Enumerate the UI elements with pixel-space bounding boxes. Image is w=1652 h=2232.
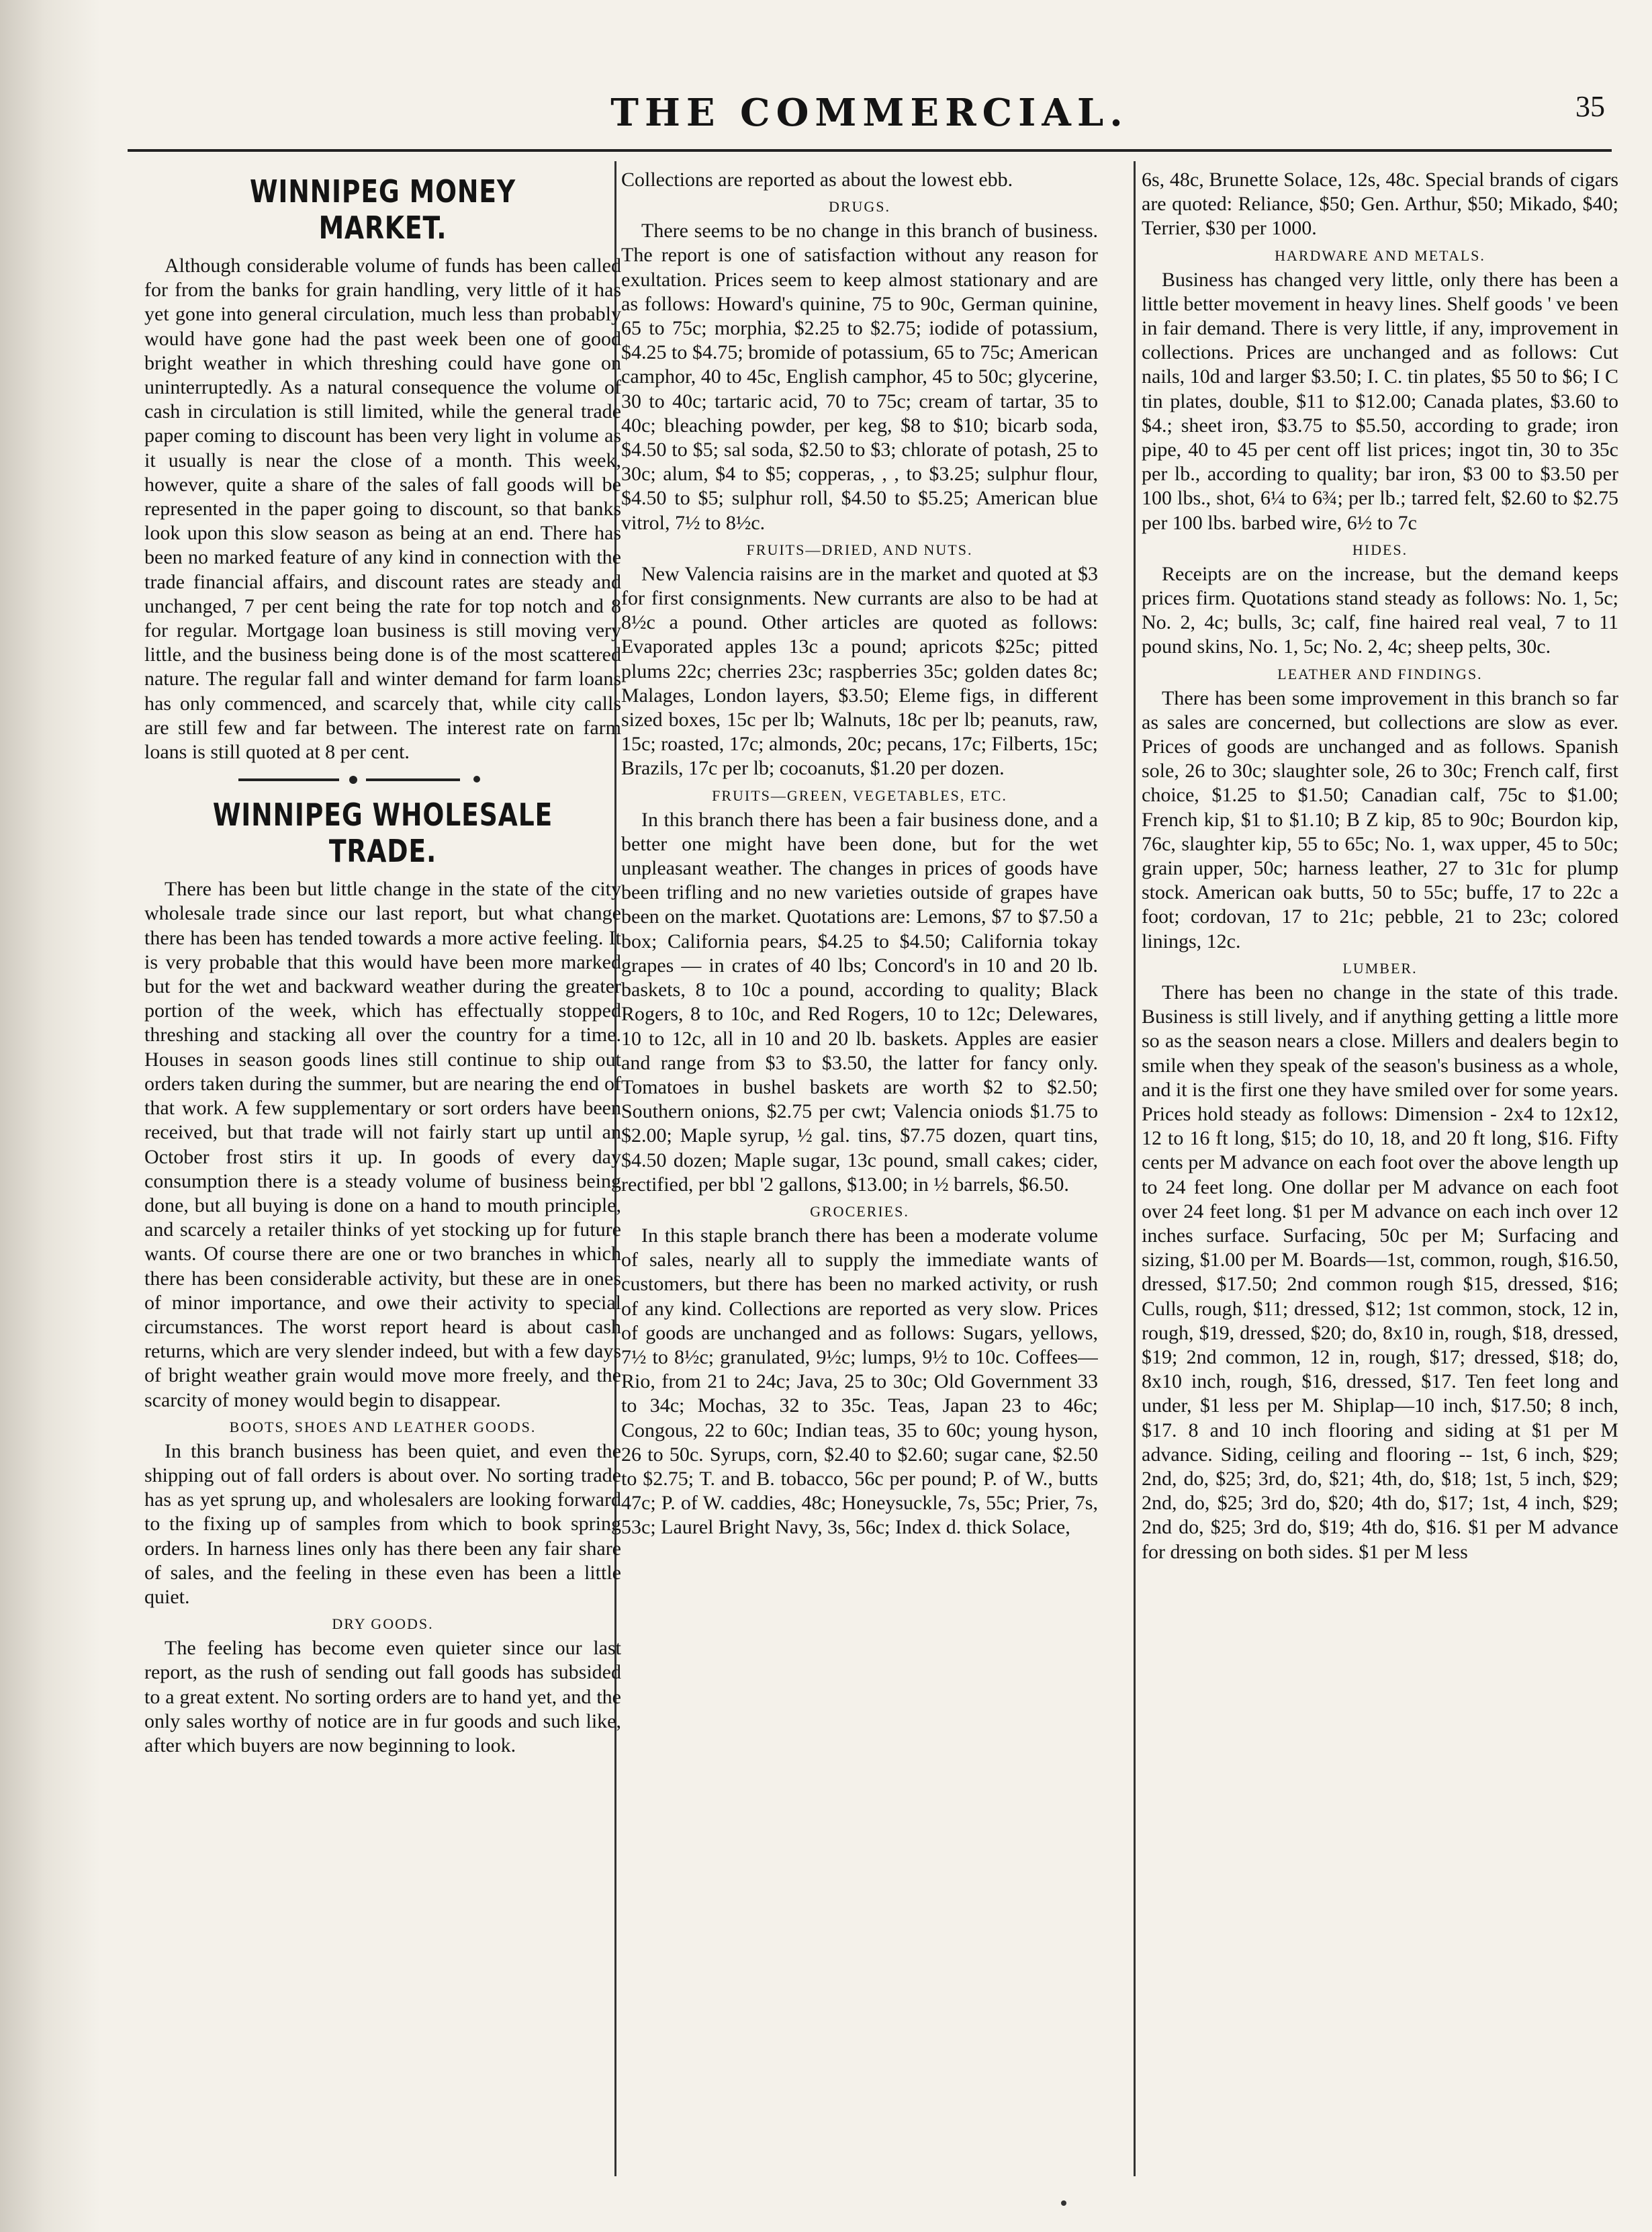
boots-shoes-text: In this branch business has been quiet, and even the shipping out of fall orders is about over. No sorting trade has as yet sprung up, and wholesalers are looking forward to the fixing up of samples from which to book spring orders. In harness lines only has there been any fair share of sales, and the feeling in these even has been a little quiet. xyxy=(144,1439,621,1608)
column-divider xyxy=(1134,161,1136,2176)
groceries-continued-text: 6s, 48c, Brunette Solace, 12s, 48c. Special brands of cigars are quoted: Reliance, $50; Gen. Arthur, $50; Mikado, $40; Terrier, $30 per 1000. xyxy=(1142,169,1618,240)
lumber-text: There has been no change in the state of this trade. Business is still lively, and if anything getting a little more so as the season nears a close. Millers and dealers begin to smile when they speak of the season's business as a whole, and it is the first one they have smiled over for some years. Prices hold steady as follows: Dimension - 2x4 to 12x12, 12 to 16 ft long, $15; do 10, 18, and 20 ft long, $16. Fifty cents per M advance on each foot over the above length up to 24 feet long. One dollar per M advance on each foot over 24 feet long. $1 per M advance on each inch over 12 inches surface. Surfacing, 50c per M; Surfacing and sizing, $1.00 per M. Boards—1st, common, rough, $16.50, dressed, $17.50; 2nd common rough $15, dressed, $16; Culls, rough, $11; dressed, $12; 1st common, stock, 12 in, rough, $19, dressed, $20; do, 8x10 in, rough, $18, dressed, $19; 2nd common, 12 in, rough, $17; dressed, $18; do, 8x10 inch, rough, $16, dressed, $17. Ten feet long and under, $1 less per M. Shiplap—10 inch, $17.50; 8 inch, $17. 8 and 10 inch flooring and siding at $1 per M advance. Siding, ceiling and flooring -- 1st, 6 inch, $29; 2nd, do, $25; 3rd, do, $21; 4th, do, $18; 1st, 5 inch, $29; 2nd, do, $25; 3rd do, $20; 4th do, $17; 1st, 4 inch, $29; 2nd do, $25; 3rd do, $19; 4th do, $16. $1 per M advance for dressing on both sides. $1 per M less xyxy=(1142,981,1618,1563)
column-2 xyxy=(621,168,1098,2176)
groceries-heading: GROCERIES. xyxy=(810,1202,909,1220)
hides-text: Receipts are on the increase, but the demand keeps prices firm. Quotations stand steady as follows: No. 1, 5c; No. 2, 4c; bulls, 3c; calf, fine haired real veal, 7 to 11 pound skins, No. 1, 5c; No. 2, 4c; sheep pelts, 30c. xyxy=(1142,562,1618,658)
leather-heading: LEATHER AND FINDINGS. xyxy=(1277,665,1483,682)
collections-text: Collections are reported as about the lowest ebb. xyxy=(621,169,1013,191)
publication-title: THE COMMERCIAL. xyxy=(610,91,1129,135)
drugs-heading: DRUGS. xyxy=(828,198,891,216)
column-1 xyxy=(144,168,621,2176)
fruits-dried-text: New Valencia raisins are in the market and quoted at $3 for first consignments. New currants are also to be had at 8½c a pound. Other articles are quoted as follows: Evaporated apples 13c a pound; apricots $25c; pitted plums 22c; cherries 23c; raspberries 35c; golden dates 8c; Malages, London layers, $3.50; Eleme figs, in different sized boxes, 15c per lb; Walnuts, 18c per lb; peanuts, raw, 15c; roasted, 17c; almonds, 20c; pecans, 17c; Filberts, 15c; Brazils, 17c per lb; cocoanuts, $1.20 per dozen. xyxy=(621,562,1098,780)
boots-shoes-heading: BOOTS, SHOES AND LEATHER GOODS. xyxy=(229,1418,537,1435)
fruits-dried-heading: FRUITS—DRIED, AND NUTS. xyxy=(746,541,973,558)
wholesale-trade-heading: WINNIPEG WHOLESALE TRADE. xyxy=(212,797,553,870)
dry-goods-text: The feeling has become even quieter since our last report, as the rush of sending out fall goods has subsided to a great extent. No sorting orders are to hand yet, and the only sales worthy of notice are in fur goods and such like, after which buyers are now beginning to look. xyxy=(144,1637,621,1756)
masthead-rule xyxy=(128,149,1612,152)
page-binding-edge xyxy=(0,0,101,2232)
section-divider xyxy=(144,768,621,791)
fruits-green-text: In this branch there has been a fair business done, and a better one might have been done, but for the wet unpleasant weather. The changes in prices of goods have been trifling and no new varieties outside of grapes have been on the market. Quotations are: Lemons, $7 to $7.50 a box; California pears, $4.25 to $4.50; California tokay grapes — in crates of 40 lbs; Concord's in 10 and 20 lb. baskets, 8 to 10c a pound, according to quality; Black Rogers, 8 to 10c, and Red Rogers, 10 to 12c; Delewares, 10 to 12c, all in 10 and 20 lb. baskets. Apples are easier and range from $3 to $3.50, the latter for fancy only. Tomatoes in bushel baskets are worth $2 to $2.50; Southern onions, $2.75 per cwt; Valencia oniods $1.75 to $2.00; Maple syrup, ½ gal. tins, $7.75 dozen, quart tins, $4.50 dozen; Maple sugar, 13c pound, small cakes; cider, rectified, per bbl '2 gallons, $13.00; in ½ barrels, $6.50. xyxy=(621,808,1098,1196)
money-market-text: Although considerable volume of funds has been called for from the banks for grain handling, very little of it has yet gone into general circulation, much less than probably would have gone had the past week been one of good bright weather in which threshing could have gone on uninterruptedly. As a natural consequence the volume of cash in circulation is still limited, while the general trade paper coming to discount has been very light in volume as it usually is near the close of a month. This week, however, quite a share of the sales of fall goods will be represented in the paper going to discount, so that banks look upon this slow season as being at an end. There has been no marked feature of any kind in connection with the trade financial affairs, and discount rates are steady and unchanged, 7 per cent being the rate for top notch and 8 for regular. Mortgage loan business is still moving very little, and the business being done is of the most scattered nature. The regular fall and winter demand for farm loans has only commenced, and scarcely that, while city calls are still few and far between. The interest rate on farm loans is still quoted at 8 per cent. xyxy=(144,255,621,764)
money-market-heading: WINNIPEG MONEY MARKET. xyxy=(249,173,516,246)
masthead xyxy=(128,77,1612,151)
lumber-heading: LUMBER. xyxy=(1342,959,1418,977)
leather-text: There has been some improvement in this branch so far as sales are concerned, but collections are slow as ever. Prices of goods are unchanged and as follows. Spanish sole, 26 to 30c; slaughter sole, 26 to 30c; French calf, first choice, $1.25 to $1.50; Canadian calf, 75c to $1.00; French kip, $1 to $1.10; B Z kip, 85 to 90c; Bourdon kip, 76c, slaughter kip, 55 to 65c; No. 1, wax upper, 45 to 50c; grain upper, 50c; harness leather, 27 to 31c for plump stock. American oak butts, 50 to 55c; buffe, 17 to 22c a foot; cordovan, 17 to 21c; pebble, 21 to 23c; colored linings, 12c. xyxy=(1142,686,1618,952)
groceries-text: In this staple branch there has been a moderate volume of sales, nearly all to supply the immediate wants of customers, but there has been no marked activity, or rush of any kind. Collections are reported as very slow. Prices of goods are unchanged and as follows: Sugars, yellows, 7½ to 8½c; granulated, 9½c; lumps, 9½ to 10c. Coffees—Rio, from 21 to 24c; Java, 25 to 30c; Old Government 33 to 34c; Mochas, 32 to 35c. Teas, Japan 23 to 46c; Congous, 22 to 60c; Indian teas, 35 to 60c; young hyson, 26 to 50c. Syrups, corn, $2.40 to $2.60; sugar cane, $2.50 to $2.75; T. and B. tobacco, 56c per pound; P. of W., butts 47c; P. of W. caddies, 48c; Honeysuckle, 7s, 55c; Prier, 7s, 53c; Laurel Bright Navy, 3s, 56c; Index d. thick Solace, xyxy=(621,1224,1098,1539)
fruits-green-heading: FRUITS—GREEN, VEGETABLES, ETC. xyxy=(712,787,1007,804)
hardware-heading: HARDWARE AND METALS. xyxy=(1275,247,1485,264)
page-mark xyxy=(1061,2200,1066,2206)
wholesale-trade-text: There has been but little change in the state of the city wholesale trade since our last report, but what change there has been has tended towards a more active feeling. It is very probable that this would have been more marked but for the wet and backward weather during the greater portion of the week, which has effectually stopped threshing and stacking all over the country for a time. Houses in season goods lines still continue to ship out orders taken during the summer, but are nearing the end of that work. A few supplementary or sort orders have been received, but that trade will not fairly start up until an October frost stirs it up. In goods of every day consumption there is a steady volume of business being done, but all buying is done on a hand to mouth principle, and scarcely a retailer thinks of yet stocking up for future wants. Of course there are one or two branches in which there has been considerable activity, but these are in ones of minor importance, and owe their activity to special circumstances. The worst report heard is about cash returns, which are very slender indeed, but with a few days of bright weather grain would move more freely, and the scarcity of money would begin to disappear. xyxy=(144,878,621,1411)
column-3 xyxy=(1142,168,1618,2176)
hides-heading: HIDES. xyxy=(1352,541,1408,558)
drugs-text: There seems to be no change in this branch of business. The report is one of satisfaction without any reason for exultation. Prices seem to keep almost stationary and are as follows: Howard's quinine, 75 to 90c, German quinine, 65 to 75c; morphia, $2.25 to $2.75; iodide of potassium, $4.25 to $4.75; bromide of potassium, 65 to 75c; American camphor, 40 to 45c, English camphor, 45 to 50c; glycerine, 30 to 40c; tartaric acid, 70 to 75c; cream of tartar, 35 to 40c; bleaching powder, per keg, $8 to $10; bicarb soda, $4.50 to $5; sal soda, $2.50 to $3; chlorate of potash, 25 to 30c; alum, $4 to $5; copperas, , , to $3.25; sulphur flour, $4.50 to $5; sulphur roll, $4.50 to $5.25; American blue vitrol, 7½ to 8½c. xyxy=(621,220,1098,534)
dry-goods-heading: DRY GOODS. xyxy=(332,1615,434,1633)
page-number: 35 xyxy=(1575,90,1605,123)
hardware-text: Business has changed very little, only there has been a little better movement in heavy lines. Shelf goods ' ve been in fair demand. There is very little, if any, improvement in collections. Prices are unchanged and as follows: Cut nails, 10d and larger $3.50; I. C. tin plates, $5 50 to $6; I C tin plates, double, $11 to $12.00; Canada plates, $3.60 to $4.; sheet iron, $3.75 to $5.50, according to grade; iron pipe, 40 to 45 per cent off list prices; ingot tin, 30 to 35c per lb., according to quality; bar iron, $3 00 to $3.50 per 100 lbs., shot, 6¼ to 6¾; per lb.; tarred felt, $2.60 to $2.75 per 100 lbs. barbed wire, 6½ to 7c xyxy=(1142,268,1618,534)
